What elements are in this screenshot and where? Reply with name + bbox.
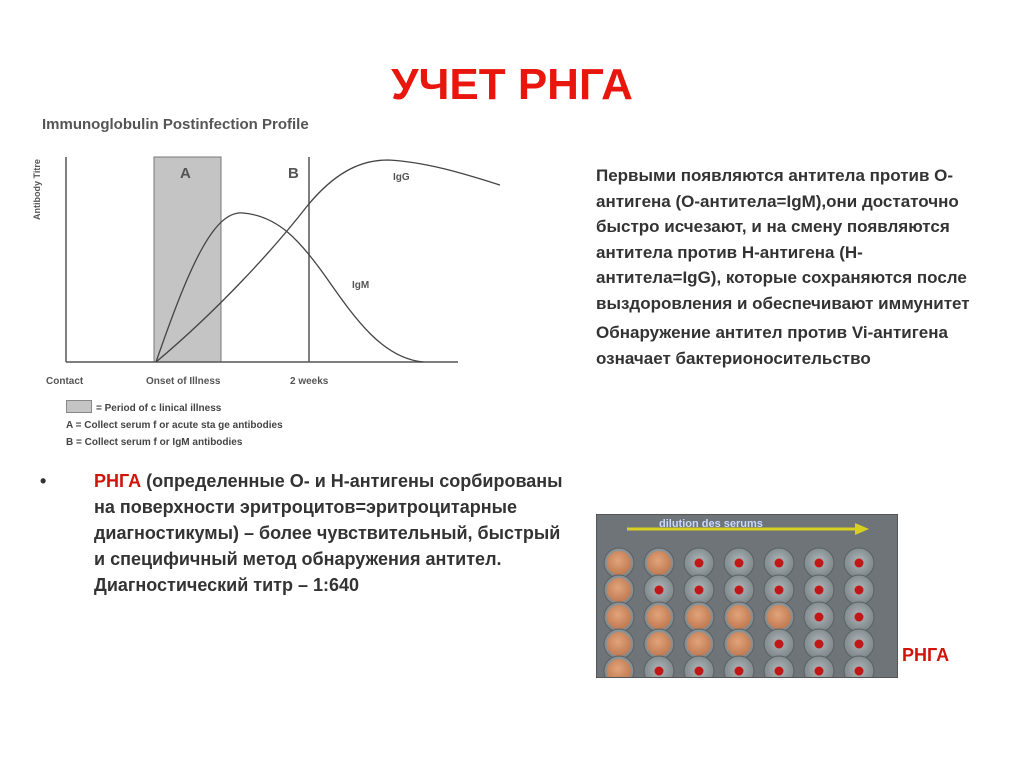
region-a-label: A [180, 165, 191, 182]
legend-item-a: A = Collect serum f or acute sta ge antibodies [66, 420, 283, 431]
sediment-button [855, 586, 864, 595]
slide-title: УЧЕТ РНГА [391, 60, 633, 109]
agglutination-mat [607, 551, 631, 575]
hemagglutination-plate-photo [596, 514, 898, 678]
agglutination-mat [647, 551, 671, 575]
sediment-button [735, 586, 744, 595]
sediment-button [775, 667, 784, 676]
sediment-button [855, 667, 864, 676]
agglutination-mat [607, 605, 631, 629]
sediment-button [815, 586, 824, 595]
rnga-text: (определенные О- и Н-антигены сорбированы на поверхности эритроцитов=эритроцитарные диагностикумы) – более чувствительный, быстрый и специфичный метод обнаружения антител. Диагностический титр – 1:640 [94, 471, 563, 595]
sediment-button [815, 559, 824, 568]
rnga-term: РНГА [94, 471, 142, 491]
sediment-button [855, 640, 864, 649]
x-tick-contact: Contact [46, 376, 84, 387]
chart-title: Immunoglobulin Postinfection Profile [42, 116, 309, 133]
rnga-paragraph [72, 468, 570, 598]
bullet: • [40, 471, 47, 491]
sediment-button [655, 586, 664, 595]
dilution-arrow-text: dilution des serums [659, 518, 763, 530]
region-a-shade [154, 157, 221, 362]
paragraph-igm-igg: Первыми появляются антитела против О-антигена (О-антитела=IgM),они достаточно быстро исчезают, и на смену появляются антитела против Н-антигена (Н-антитела=IgG), которые сохраняются после выздоровления и обеспечивают иммунитет [596, 166, 970, 313]
legend-swatch [66, 400, 92, 413]
x-tick-onset: Onset of Illness [146, 376, 221, 387]
x-tick-2weeks: 2 weeks [290, 376, 329, 387]
sediment-button [775, 586, 784, 595]
plate-label: РНГА [902, 645, 950, 665]
series-label-igm: IgM [352, 280, 370, 291]
agglutination-mat [727, 632, 751, 656]
sediment-button [695, 667, 704, 676]
series-label-igg: IgG [393, 172, 410, 183]
y-axis-label: Antibody Titre [32, 159, 42, 220]
chart-legend [66, 400, 283, 451]
legend-item-illness [66, 400, 283, 417]
agglutination-mat [687, 632, 711, 656]
agglutination-mat [647, 605, 671, 629]
sediment-button [775, 559, 784, 568]
agglutination-mat [607, 632, 631, 656]
plate-graphic [597, 515, 897, 677]
agglutination-mat [607, 578, 631, 602]
sediment-button [695, 586, 704, 595]
region-b-label: B [288, 165, 299, 182]
legend-text: = Period of c linical illness [96, 403, 222, 414]
paragraph-vi-antigen: Обнаружение антител против Vi-антигена означает бактерионосительство [596, 323, 948, 368]
sediment-button [735, 667, 744, 676]
sediment-button [815, 667, 824, 676]
sediment-button [735, 559, 744, 568]
rnga-description [40, 468, 570, 598]
agglutination-mat [727, 605, 751, 629]
agglutination-mat [647, 632, 671, 656]
agglutination-mat [767, 605, 791, 629]
antibody-explanation [596, 163, 986, 371]
sediment-button [695, 559, 704, 568]
sediment-button [855, 559, 864, 568]
sediment-button [775, 640, 784, 649]
agglutination-mat [687, 605, 711, 629]
sediment-button [855, 613, 864, 622]
sediment-button [815, 613, 824, 622]
legend-item-b: B = Collect serum f or IgM antibodies [66, 437, 243, 448]
sediment-button [655, 667, 664, 676]
sediment-button [815, 640, 824, 649]
